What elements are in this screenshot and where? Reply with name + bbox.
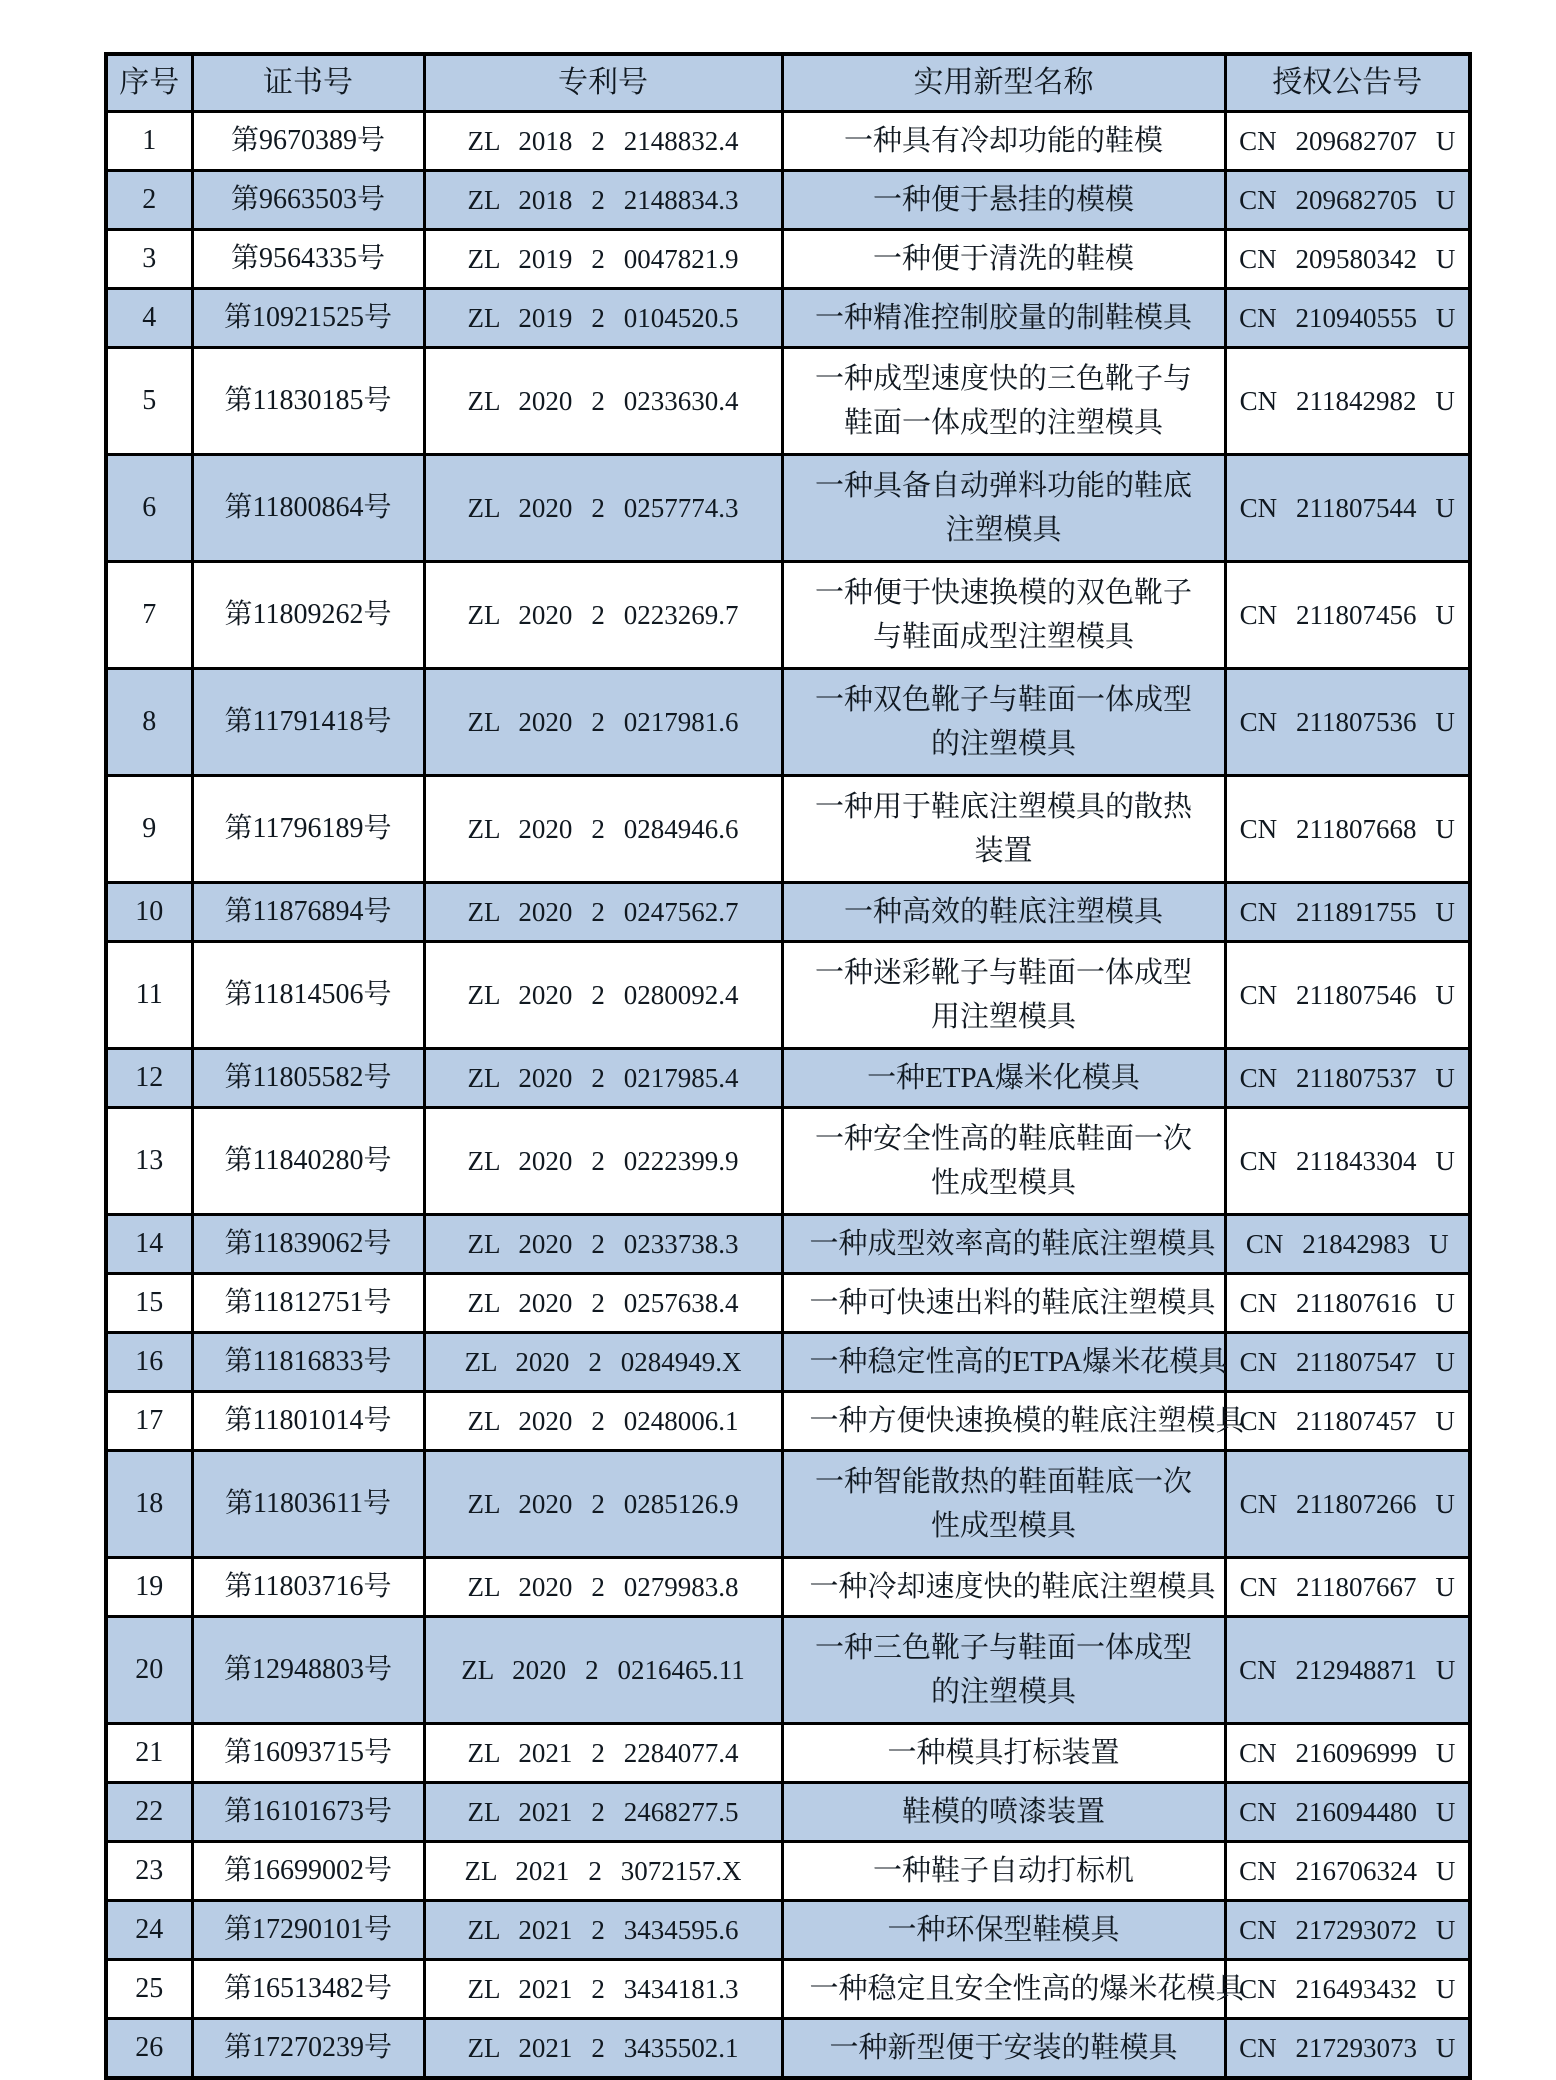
table-row [106, 1333, 1470, 1392]
certificate-cell: 第11812751号 [192, 1274, 424, 1333]
certificate-cell: 第9564335号 [192, 230, 424, 289]
grant-publication-cell: CN 211807546 U [1225, 942, 1470, 1049]
table-row [106, 669, 1470, 776]
table-row [106, 1392, 1470, 1451]
table-row [106, 1274, 1470, 1333]
patent-number-cell: ZL 2020 2 0217985.4 [424, 1049, 782, 1108]
patent-number-cell: ZL 2018 2 2148832.4 [424, 112, 782, 171]
patent-number-cell: ZL 2021 2 3435502.1 [424, 2019, 782, 2079]
serial-cell: 3 [106, 230, 192, 289]
serial-cell: 11 [106, 942, 192, 1049]
table-row [106, 289, 1470, 348]
table-row [106, 1215, 1470, 1274]
table-row [106, 562, 1470, 669]
serial-cell: 25 [106, 1960, 192, 2019]
patent-number-cell: ZL 2020 2 0223269.7 [424, 562, 782, 669]
certificate-cell: 第11803611号 [192, 1451, 424, 1558]
patent-number-cell: ZL 2021 2 3434595.6 [424, 1901, 782, 1960]
utility-model-name-cell: 一种方便快速换模的鞋底注塑模具 [782, 1392, 1225, 1451]
certificate-cell: 第17270239号 [192, 2019, 424, 2079]
serial-cell: 16 [106, 1333, 192, 1392]
grant-publication-cell: CN 211807547 U [1225, 1333, 1470, 1392]
grant-publication-cell: CN 209580342 U [1225, 230, 1470, 289]
patent-number-cell: ZL 2020 2 0279983.8 [424, 1558, 782, 1617]
serial-cell: 22 [106, 1783, 192, 1842]
serial-cell: 5 [106, 348, 192, 455]
grant-publication-cell: CN 211807537 U [1225, 1049, 1470, 1108]
serial-cell: 2 [106, 171, 192, 230]
utility-model-name-cell: 一种高效的鞋底注塑模具 [782, 883, 1225, 942]
utility-model-name-cell: 一种环保型鞋模具 [782, 1901, 1225, 1960]
grant-publication-cell: CN 211807544 U [1225, 455, 1470, 562]
serial-cell: 8 [106, 669, 192, 776]
column-header-serial: 序号 [106, 54, 192, 112]
certificate-cell: 第11809262号 [192, 562, 424, 669]
table-row [106, 1783, 1470, 1842]
patent-number-cell: ZL 2020 2 0280092.4 [424, 942, 782, 1049]
certificate-cell: 第11839062号 [192, 1215, 424, 1274]
column-header-grant-publication: 授权公告号 [1225, 54, 1470, 112]
patent-number-cell: ZL 2020 2 0248006.1 [424, 1392, 782, 1451]
patent-number-cell: ZL 2021 2 2468277.5 [424, 1783, 782, 1842]
certificate-cell: 第9663503号 [192, 171, 424, 230]
utility-model-name-cell: 一种成型效率高的鞋底注塑模具 [782, 1215, 1225, 1274]
patent-number-cell: ZL 2020 2 0284946.6 [424, 776, 782, 883]
patent-number-cell: ZL 2021 2 3434181.3 [424, 1960, 782, 2019]
certificate-cell: 第16513482号 [192, 1960, 424, 2019]
patent-number-cell: ZL 2020 2 0233630.4 [424, 348, 782, 455]
patent-number-cell: ZL 2021 2 3072157.X [424, 1842, 782, 1901]
utility-model-name-cell: 一种精准控制胶量的制鞋模具 [782, 289, 1225, 348]
grant-publication-cell: CN 211842982 U [1225, 348, 1470, 455]
grant-publication-cell: CN 210940555 U [1225, 289, 1470, 348]
grant-publication-cell: CN 211843304 U [1225, 1108, 1470, 1215]
patent-number-cell: ZL 2020 2 0247562.7 [424, 883, 782, 942]
certificate-cell: 第11803716号 [192, 1558, 424, 1617]
utility-model-name-cell: 一种成型速度快的三色靴子与鞋面一体成型的注塑模具 [782, 348, 1225, 455]
serial-cell: 1 [106, 112, 192, 171]
grant-publication-cell: CN 216096999 U [1225, 1724, 1470, 1783]
certificate-cell: 第11800864号 [192, 455, 424, 562]
patent-number-cell: ZL 2020 2 0284949.X [424, 1333, 782, 1392]
column-header-certificate: 证书号 [192, 54, 424, 112]
grant-publication-cell: CN 217293072 U [1225, 1901, 1470, 1960]
table-row [106, 1049, 1470, 1108]
serial-cell: 10 [106, 883, 192, 942]
serial-cell: 13 [106, 1108, 192, 1215]
grant-publication-cell: CN 211891755 U [1225, 883, 1470, 942]
utility-model-name-cell: 一种三色靴子与鞋面一体成型的注塑模具 [782, 1617, 1225, 1724]
patent-number-cell: ZL 2020 2 0233738.3 [424, 1215, 782, 1274]
grant-publication-cell: CN 209682705 U [1225, 171, 1470, 230]
serial-cell: 7 [106, 562, 192, 669]
certificate-cell: 第16699002号 [192, 1842, 424, 1901]
table-row [106, 2019, 1470, 2079]
serial-cell: 12 [106, 1049, 192, 1108]
certificate-cell: 第16093715号 [192, 1724, 424, 1783]
table-row [106, 230, 1470, 289]
serial-cell: 24 [106, 1901, 192, 1960]
certificate-cell: 第16101673号 [192, 1783, 424, 1842]
serial-cell: 4 [106, 289, 192, 348]
serial-cell: 20 [106, 1617, 192, 1724]
utility-model-name-cell: 一种安全性高的鞋底鞋面一次性成型模具 [782, 1108, 1225, 1215]
grant-publication-cell: CN 211807266 U [1225, 1451, 1470, 1558]
patent-number-cell: ZL 2020 2 0216465.11 [424, 1617, 782, 1724]
serial-cell: 21 [106, 1724, 192, 1783]
patent-number-cell: ZL 2018 2 2148834.3 [424, 171, 782, 230]
certificate-cell: 第9670389号 [192, 112, 424, 171]
table-row [106, 455, 1470, 562]
grant-publication-cell: CN 211807668 U [1225, 776, 1470, 883]
utility-model-name-cell: 一种便于清洗的鞋模 [782, 230, 1225, 289]
serial-cell: 23 [106, 1842, 192, 1901]
utility-model-name-cell: 一种ETPA爆米化模具 [782, 1049, 1225, 1108]
grant-publication-cell: CN 217293073 U [1225, 2019, 1470, 2079]
utility-model-name-cell: 一种具备自动弹料功能的鞋底注塑模具 [782, 455, 1225, 562]
serial-cell: 15 [106, 1274, 192, 1333]
utility-model-name-cell: 一种用于鞋底注塑模具的散热装置 [782, 776, 1225, 883]
utility-model-name-cell: 一种智能散热的鞋面鞋底一次性成型模具 [782, 1451, 1225, 1558]
table-body [106, 112, 1470, 2079]
patent-number-cell: ZL 2021 2 2284077.4 [424, 1724, 782, 1783]
certificate-cell: 第11801014号 [192, 1392, 424, 1451]
grant-publication-cell: CN 21842983 U [1225, 1215, 1470, 1274]
table-row [106, 171, 1470, 230]
utility-model-name-cell: 一种模具打标装置 [782, 1724, 1225, 1783]
certificate-cell: 第11791418号 [192, 669, 424, 776]
table-row [106, 1724, 1470, 1783]
utility-model-name-cell: 一种双色靴子与鞋面一体成型的注塑模具 [782, 669, 1225, 776]
patent-number-cell: ZL 2019 2 0104520.5 [424, 289, 782, 348]
certificate-cell: 第11805582号 [192, 1049, 424, 1108]
utility-model-name-cell: 一种鞋子自动打标机 [782, 1842, 1225, 1901]
utility-model-name-cell: 鞋模的喷漆装置 [782, 1783, 1225, 1842]
table-row [106, 942, 1470, 1049]
table-row [106, 883, 1470, 942]
utility-model-name-cell: 一种便于悬挂的模模 [782, 171, 1225, 230]
utility-model-name-cell: 一种具有冷却功能的鞋模 [782, 112, 1225, 171]
serial-cell: 17 [106, 1392, 192, 1451]
table-row [106, 1451, 1470, 1558]
patent-number-cell: ZL 2020 2 0217981.6 [424, 669, 782, 776]
certificate-cell: 第11840280号 [192, 1108, 424, 1215]
patent-number-cell: ZL 2020 2 0257774.3 [424, 455, 782, 562]
grant-publication-cell: CN 216706324 U [1225, 1842, 1470, 1901]
patent-number-cell: ZL 2020 2 0222399.9 [424, 1108, 782, 1215]
grant-publication-cell: CN 216094480 U [1225, 1783, 1470, 1842]
utility-model-name-cell: 一种冷却速度快的鞋底注塑模具 [782, 1558, 1225, 1617]
serial-cell: 19 [106, 1558, 192, 1617]
grant-publication-cell: CN 212948871 U [1225, 1617, 1470, 1724]
grant-publication-cell: CN 216493432 U [1225, 1960, 1470, 2019]
certificate-cell: 第10921525号 [192, 289, 424, 348]
utility-model-name-cell: 一种新型便于安装的鞋模具 [782, 2019, 1225, 2079]
utility-model-name-cell: 一种迷彩靴子与鞋面一体成型用注塑模具 [782, 942, 1225, 1049]
certificate-cell: 第11814506号 [192, 942, 424, 1049]
grant-publication-cell: CN 211807616 U [1225, 1274, 1470, 1333]
certificate-cell: 第17290101号 [192, 1901, 424, 1960]
table-row [106, 348, 1470, 455]
table-row [106, 1108, 1470, 1215]
certificate-cell: 第11830185号 [192, 348, 424, 455]
grant-publication-cell: CN 211807456 U [1225, 562, 1470, 669]
table-row [106, 1901, 1470, 1960]
serial-cell: 6 [106, 455, 192, 562]
table-row [106, 112, 1470, 171]
table-row [106, 1842, 1470, 1901]
grant-publication-cell: CN 211807457 U [1225, 1392, 1470, 1451]
patent-number-cell: ZL 2020 2 0285126.9 [424, 1451, 782, 1558]
serial-cell: 14 [106, 1215, 192, 1274]
serial-cell: 9 [106, 776, 192, 883]
certificate-cell: 第11816833号 [192, 1333, 424, 1392]
column-header-patent-number: 专利号 [424, 54, 782, 112]
grant-publication-cell: CN 209682707 U [1225, 112, 1470, 171]
utility-model-name-cell: 一种稳定性高的ETPA爆米花模具 [782, 1333, 1225, 1392]
utility-model-name-cell: 一种稳定且安全性高的爆米花模具 [782, 1960, 1225, 2019]
table-row [106, 1558, 1470, 1617]
patent-table [104, 52, 1472, 2080]
patent-number-cell: ZL 2020 2 0257638.4 [424, 1274, 782, 1333]
table-header-row [106, 54, 1470, 112]
patent-number-cell: ZL 2019 2 0047821.9 [424, 230, 782, 289]
certificate-cell: 第11796189号 [192, 776, 424, 883]
table-row [106, 1960, 1470, 2019]
utility-model-name-cell: 一种便于快速换模的双色靴子与鞋面成型注塑模具 [782, 562, 1225, 669]
certificate-cell: 第12948803号 [192, 1617, 424, 1724]
certificate-cell: 第11876894号 [192, 883, 424, 942]
utility-model-name-cell: 一种可快速出料的鞋底注塑模具 [782, 1274, 1225, 1333]
serial-cell: 26 [106, 2019, 192, 2079]
grant-publication-cell: CN 211807667 U [1225, 1558, 1470, 1617]
serial-cell: 18 [106, 1451, 192, 1558]
column-header-utility-model-name: 实用新型名称 [782, 54, 1225, 112]
table-row [106, 776, 1470, 883]
grant-publication-cell: CN 211807536 U [1225, 669, 1470, 776]
table-row [106, 1617, 1470, 1724]
